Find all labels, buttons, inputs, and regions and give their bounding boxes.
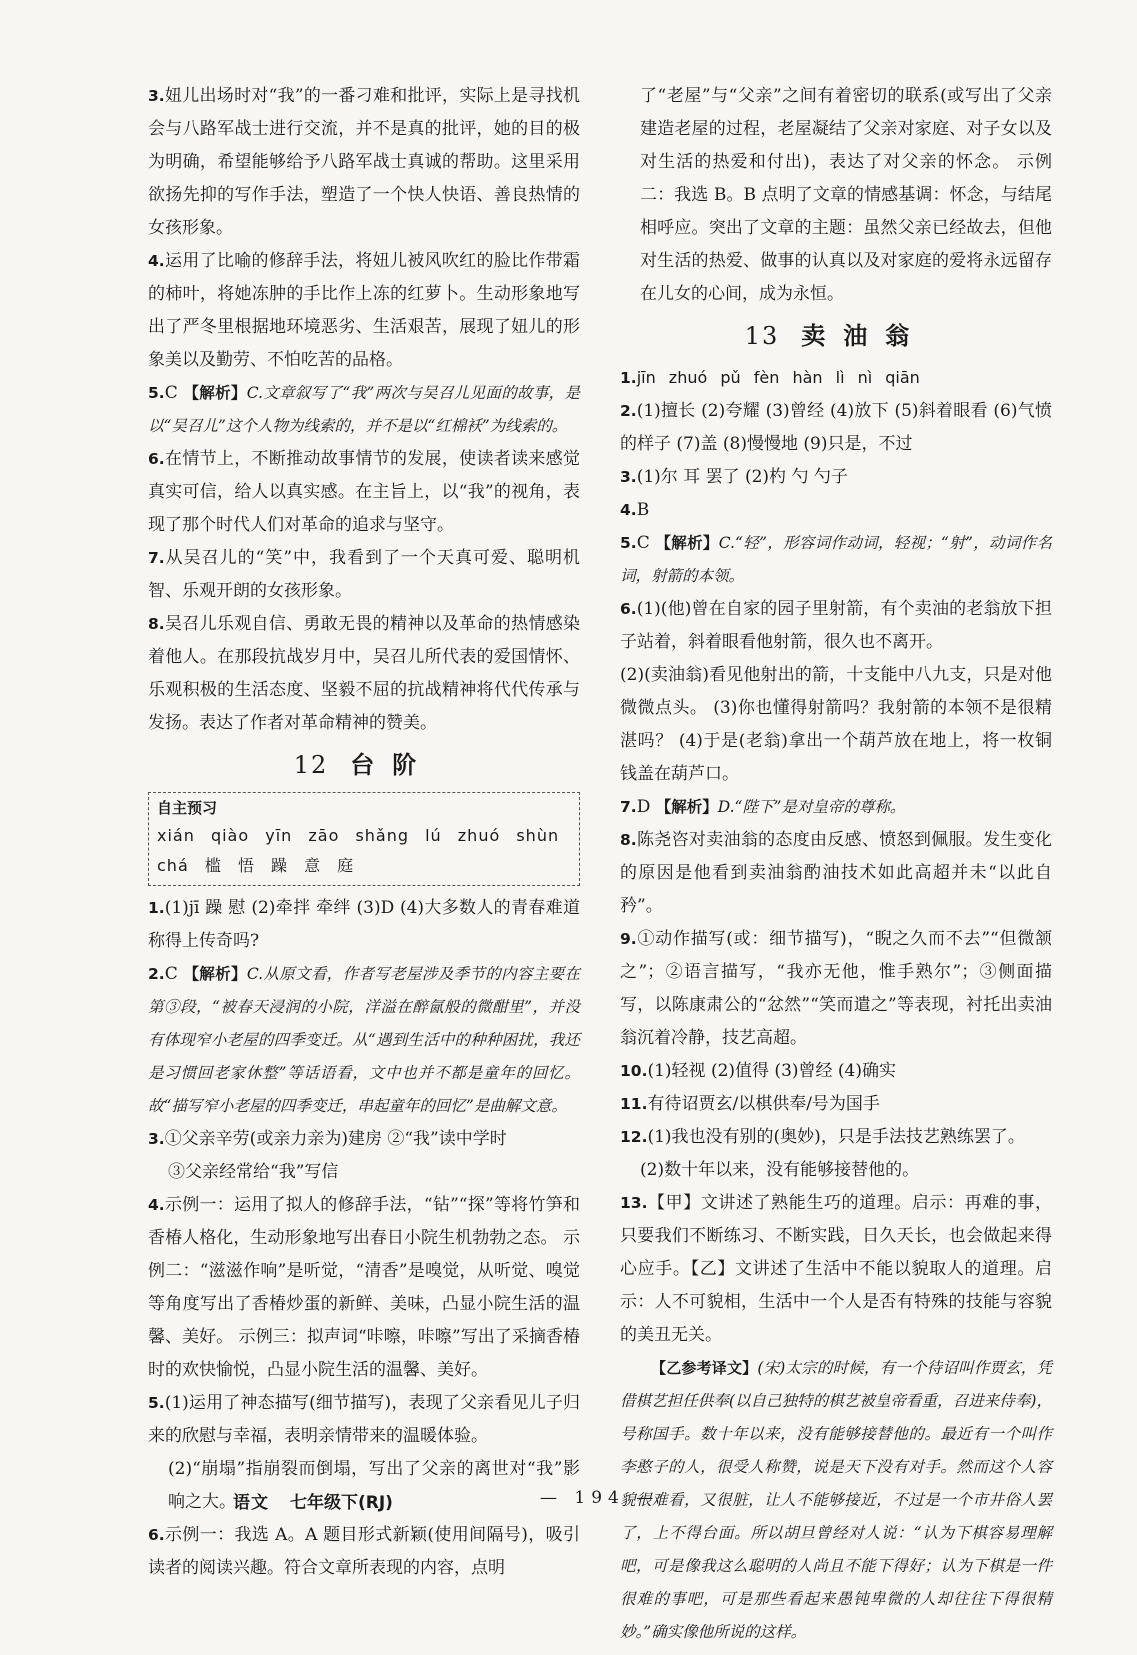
preview-label: 自主预习 [157,799,218,817]
answer-item: 3.(1)尔 耳 罢了 (2)杓 勺 勺子 [620,467,848,487]
page-footer [0,1488,1137,1518]
page-number: — 194 — [540,1488,660,1508]
answer-item: 3.妞儿出场时对“我”的一番刁难和批评，实际上是寻找机会与八路军战士进行交流，并不是真的批评，她的目的极为明确，希望能够给予八路军战士真诚的帮助。这里采用欲扬先抑的写作手法，塑造了一个快人快语、善良热情的女孩形象。 [148,86,580,238]
self-preview-box [148,792,580,886]
answer-item: 7.从吴召儿的“笑”中，我看到了一个天真可爱、聪明机智、乐观开朗的女孩形象。 [148,548,580,601]
subject-label: 语文 [233,1493,269,1513]
answer-item: 3.①父亲辛劳(或亲力亲为)建房 ②“我”读中学时 ③父亲经常给“我”写信 [148,1129,507,1182]
answer-item: 4.示例一：运用了拟人的修辞手法，“钻”“探”等将竹笋和香椿人格化，生动形象地写出春日小院生机勃勃之态。 示例二：“滋滋作响”是听觉，“清香”是嗅觉，从听觉、嗅觉等角度写出了香椿炒蛋的新鲜、美味，凸显小院生活的温馨、美好。 示例三：拟声词“咔嚓，咔嚓”写出了采摘香椿时的欢快愉悦，凸显小院生活的温馨、美好。 [148,1195,580,1380]
answer-item: 1.(1)jī 躁 慰 (2)牵拌 牵绊 (3)D (4)大多数人的青春难道称得上传奇吗? [148,898,580,951]
answer-item: 4.运用了比喻的修辞手法，将妞儿被风吹红的脸比作带霜的柿叶，将她冻肿的手比作上冻的红萝卜。生动形象地写出了严冬里根据地环境恶劣、生活艰苦，展现了妞儿的形象美以及勤劳、不怕吃苦的品格。 [148,251,580,370]
section-13-title: 13 卖油翁 [744,321,928,350]
answer-item: 8.吴召儿乐观自信、勇敢无畏的精神以及革命的热情感染着他人。在那段抗战岁月中，吴召儿所代表的爱国情怀、乐观积极的生活态度、坚毅不屈的抗战精神将代代传承与发扬。表达了作者对革命精神的赞美。 [148,614,580,733]
answer-item: 11.有待诏贾玄/以棋供奉/号为国手 [620,1094,880,1114]
answer-item: 8.陈尧咨对卖油翁的态度由反感、愤怒到佩服。发生变化的原因是他看到卖油翁酌油技术如此高超并未“以此自矜”。 [620,830,1052,916]
answer-item: 7.D 【解析】D.“陛下”是对皇帝的尊称。 [620,797,906,817]
answer-item: 13.【甲】文讲述了熟能生巧的道理。启示：再难的事，只要我们不断练习、不断实践，日久天长，也会做起来得心应手。【乙】文讲述了生活中不能以貌取人的道理。启示：人不可貌相，生活中一个人是否有特殊的技能与容貌的美丑无关。 [620,1193,1052,1345]
answer-item: 12.(1)我也没有别的(奥妙)，只是手法技艺熟练罢了。 (2)数十年以来，没有能够接替他的。 [620,1127,1025,1180]
continued-answer: 了“老屋”与“父亲”之间有着密切的联系(或写出了父亲建造老屋的过程，老屋凝结了父亲对家庭、对子女以及对生活的热爱和付出)，表达了对父亲的怀念。 示例二：我选 B。B 点明了文章的情感基调：怀念，与结尾相呼应。突出了文章的主题：虽然父亲已经故去，但他对生活的热爱、做事的认真以及对家庭的爱将永远留存在儿女的心间，成为永恒。 [640,86,1052,304]
reference-translation: 【乙参考译文】(宋)太宗的时候，有一个待诏叫作贾玄，凭借棋艺担任供奉(以自己独特的棋艺被皇帝看重，召进来侍奉)，号称国手。数十年以来，没有能够接替他的。最近有一个叫作李憨子的人，很受人称赞，说是天下没有对手。然而这个人容貌很难看，又很脏，让人不能够接近，不过是一个市井俗人罢了，上不得台面。所以胡旦曾经对人说：“认为下棋容易理解吧，可是像我这么聪明的人尚且不能下得好；认为下棋是一件很难的事吧，可是那些看起来愚钝卑微的人却往往下得很精妙。”确实像他所说的这样。 [620,1359,1052,1641]
answer-item: 2.(1)擅长 (2)夸耀 (3)曾经 (4)放下 (5)斜着眼看 (6)气愤的样子 (7)盖 (8)慢慢地 (9)只是，不过 [620,401,1052,454]
grade-label: 七年级下(RJ) [290,1493,393,1513]
answer-item: 5.C 【解析】C.文章叙写了“我”两次与吴召儿见面的故事，是以“吴召儿”这个人物为线索的，并不是以“红棉袄”为线索的。 [148,383,580,435]
answer-item: 2.C 【解析】C.从原文看，作者写老屋涉及季节的内容主要在第③段，“被春天浸润的小院，洋溢在醉氤般的微酣里”，并没有体现窄小老屋的四季变迁。从“遇到生活中的种种困扰，我还是习惯回老家休整”等话语看，文中也并不都是童年的回忆。故“描写窄小老屋的四季变迁，串起童年的回忆”是曲解文意。 [148,964,580,1115]
answer-item: 1.jīn zhuó pǔ fèn hàn lì nì qiān [620,368,920,387]
answer-item: 5.C 【解析】C.“轻”，形容词作动词，轻视；“射”，动词作名词，射箭的本领。 [620,533,1053,585]
preview-pinyin: xián qiào yīn zāo shǎng lú zhuó shùn [157,826,560,845]
left-column [148,80,580,1585]
answer-item: 10.(1)轻视 (2)值得 (3)曾经 (4)确实 [620,1061,897,1081]
right-column [620,80,1052,1649]
answer-item: 6.在情节上，不断推动故事情节的发展，使读者读来感觉真实可信，给人以真实感。在主旨上，以“我”的视角，表现了那个时代人们对革命的追求与坚守。 [148,449,580,535]
answer-item: 4.B [620,500,650,520]
answer-item: 9.①动作描写(或：细节描写)，“睨之久而不去”“但微颔之”；②语言描写，“我亦无他，惟手熟尔”；③侧面描写，以陈康肃公的“忿然”“笑而遣之”等表现，衬托出卖油翁沉着冷静，技艺高超。 [620,929,1052,1048]
preview-hanzi: chá 槛 悟 躁 意 庭 [157,856,355,875]
answer-item: 5.(1)运用了神态描写(细节描写)，表现了父亲看见儿子归来的欣慰与幸福，表明亲情带来的温暖体验。 (2)“崩塌”指崩裂而倒塌，写出了父亲的离世对“我”影响之大。 [148,1393,580,1512]
section-12-title: 12 台阶 [293,750,435,779]
answer-item: 6.(1)(他)曾在自家的园子里射箭，有个卖油的老翁放下担子站着，斜着眼看他射箭，很久也不离开。 (2)(卖油翁)看见他射出的箭，十支能中八九支，只是对他微微点头。 (3)你也懂得射箭吗？我射箭的本领不是很精湛吗？ (4)于是(老翁)拿出一个葫芦放在地上，将一枚铜钱盖在葫芦口。 [620,599,1052,784]
answer-item: 6.示例一：我选 A。A 题目形式新颖(使用间隔号)，吸引读者的阅读兴趣。符合文章所表现的内容，点明 [148,1525,580,1578]
